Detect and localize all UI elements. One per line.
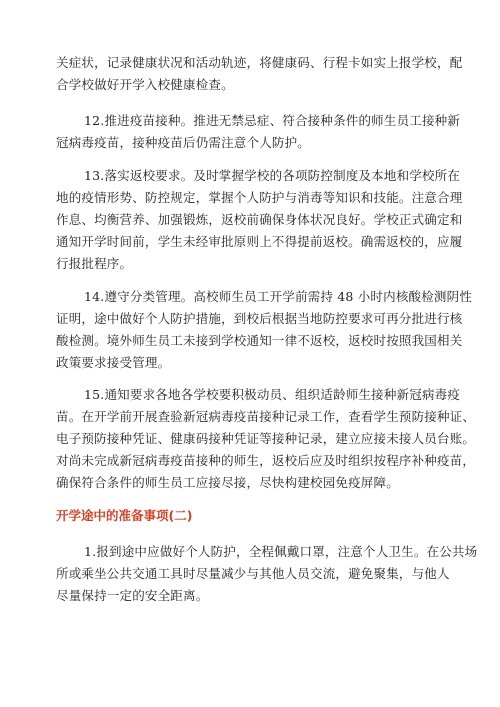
text-line: 苗。在开学前开展查验新冠病毒疫苗接种记录工作，查看学生预防接种证、 — [56, 409, 476, 424]
text-line: 对尚未完成新冠病毒疫苗接种的师生，返校后应及时组织按程序补种疫苗， — [56, 453, 476, 468]
text-line: 冠病毒疫苗，接种疫苗后仍需注意个人防护。 — [56, 135, 311, 150]
text-line: 证明，途中做好个人防护措施，到校后根据当地防控要求可再分批进行核 — [56, 311, 463, 326]
paragraph-vaccination — [56, 110, 461, 154]
paragraph-return-requirements — [56, 165, 463, 275]
text-line: 政策要求接受管理。 — [56, 355, 171, 370]
text-line: 行报批程序。 — [56, 256, 133, 271]
text-line: 14.遵守分类管理。高校师生员工开学前需持 48 小时内核酸检测阴性 — [84, 289, 473, 304]
text-line: 12.推进疫苗接种。推进无禁忌症、符合接种条件的师生员工接种新 — [84, 113, 461, 128]
text-line: 合学校做好开学入校健康检查。 — [56, 77, 234, 92]
text-line: 酸检测。境外师生员工未接到学校通知一律不返校，返校时按照我国相关 — [56, 333, 463, 348]
paragraph-classified-management — [56, 286, 473, 374]
text-line: 尽量保持一定的安全距离。 — [56, 588, 209, 603]
paragraph-vaccination-mobilization — [56, 384, 476, 494]
text-line: 确保符合条件的师生员工应接尽接，尽快构建校园免疫屏障。 — [56, 475, 399, 490]
paragraph-travel-protection — [56, 541, 478, 607]
text-line: 关症状，记录健康状况和活动轨迹，将健康码、行程卡如实上报学校，配 — [56, 55, 463, 70]
text-line: 13.落实返校要求。及时掌握学校的各项防控制度及本地和学校所在 — [84, 168, 461, 183]
text-line: 作息、均衡营养、加强锻炼，返校前确保身体状况良好。学校正式确定和 — [56, 212, 463, 227]
text-line: 1.报到途中应做好个人防护，全程佩戴口罩，注意个人卫生。在公共场 — [84, 544, 478, 559]
paragraph-health-reporting — [56, 52, 463, 96]
text-line: 通知开学时间前，学生未经审批原则上不得提前返校。确需返校的，应履 — [56, 234, 463, 249]
text-line: 所或乘坐公共交通工具时尽量减少与其他人员交流，避免聚集，与他人 — [56, 566, 450, 581]
section-heading: 开学途中的准备事项(二) — [56, 508, 193, 523]
text-line: 电子预防接种凭证、健康码接种凭证等接种记录，建立应接未接人员台账。 — [56, 431, 476, 446]
text-line: 15.通知要求各地各学校要积极动员、组织适龄师生接种新冠病毒疫 — [84, 387, 461, 402]
text-line: 地的疫情形势、防控规定，掌握个人防护与消毒等知识和技能。注意合理 — [56, 190, 463, 205]
